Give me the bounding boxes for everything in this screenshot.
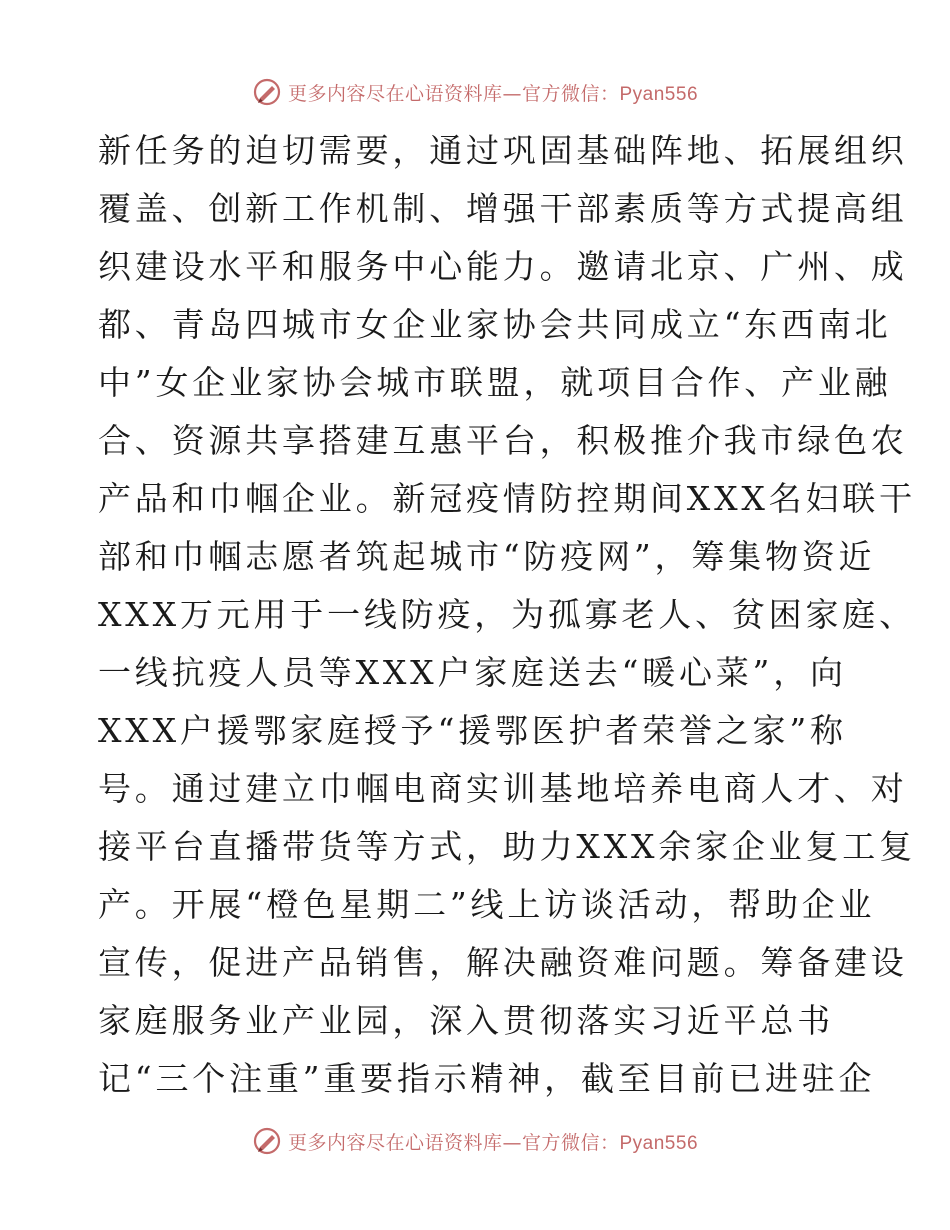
pen-logo-icon	[252, 77, 282, 107]
body-line: 合、资源共享搭建互惠平台，积极推介我市绿色农	[98, 421, 908, 460]
body-line: 中”女企业家协会城市联盟，就项目合作、产业融	[98, 363, 892, 402]
body-line: 宣传，促进产品销售，解决融资难问题。筹备建设	[98, 943, 908, 982]
body-line: 新任务的迫切需要，通过巩固基础阵地、拓展组织	[98, 131, 908, 170]
footer-watermark	[0, 1121, 950, 1161]
pen-logo-icon	[252, 1126, 282, 1156]
body-line: 织建设水平和服务中心能力。邀请北京、广州、成	[98, 247, 908, 286]
watermark-text: 更多内容尽在心语资料库—官方微信：Pyan556	[287, 1131, 699, 1154]
body-line: 部和巾帼志愿者筑起城市“防疫网”，筹集物资近	[98, 537, 876, 576]
body-line: 都、青岛四城市女企业家协会共同成立“东西南北	[98, 305, 892, 344]
body-line: 产。开展“橙色星期二”线上访谈活动，帮助企业	[98, 885, 876, 924]
document-body	[98, 122, 916, 1108]
body-line: 家庭服务业产业园，深入贯彻落实习近平总书	[98, 1001, 834, 1040]
watermark-text: 更多内容尽在心语资料库—官方微信：Pyan556	[287, 82, 699, 105]
body-line: XXX万元用于一线防疫，为孤寡老人、贫困家庭、	[98, 595, 916, 634]
body-line: 产品和巾帼企业。新冠疫情防控期间XXX名妇联干	[98, 479, 916, 518]
body-line: 记“三个注重”重要指示精神，截至目前已进驻企	[98, 1059, 876, 1098]
body-line: 覆盖、创新工作机制、增强干部素质等方式提高组	[98, 189, 908, 228]
body-line: XXX户援鄂家庭授予“援鄂医护者荣誉之家”称	[98, 711, 847, 750]
body-line: 接平台直播带货等方式，助力XXX余家企业复工复	[98, 827, 916, 866]
body-line: 号。通过建立巾帼电商实训基地培养电商人才、对	[98, 769, 908, 808]
header-watermark	[0, 72, 950, 112]
body-line: 一线抗疫人员等XXX户家庭送去“暖心菜”，向	[98, 653, 847, 692]
